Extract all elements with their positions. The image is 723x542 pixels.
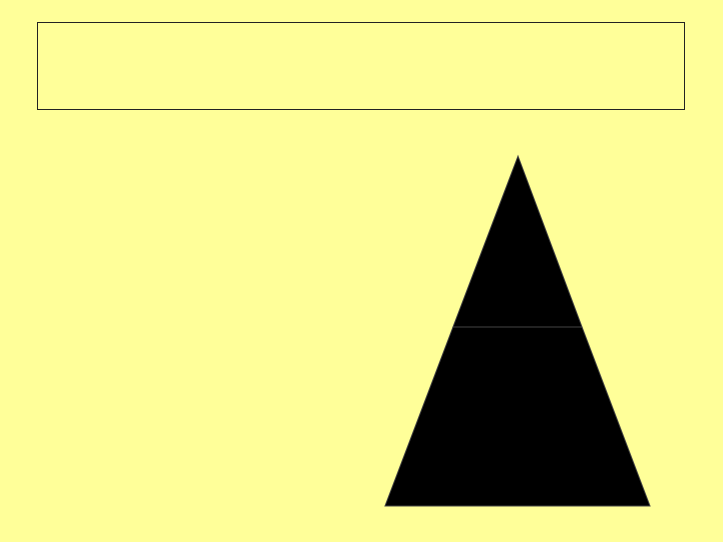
pyramid-top-tier: [453, 156, 582, 327]
pyramid-bottom-tier: [385, 327, 650, 506]
